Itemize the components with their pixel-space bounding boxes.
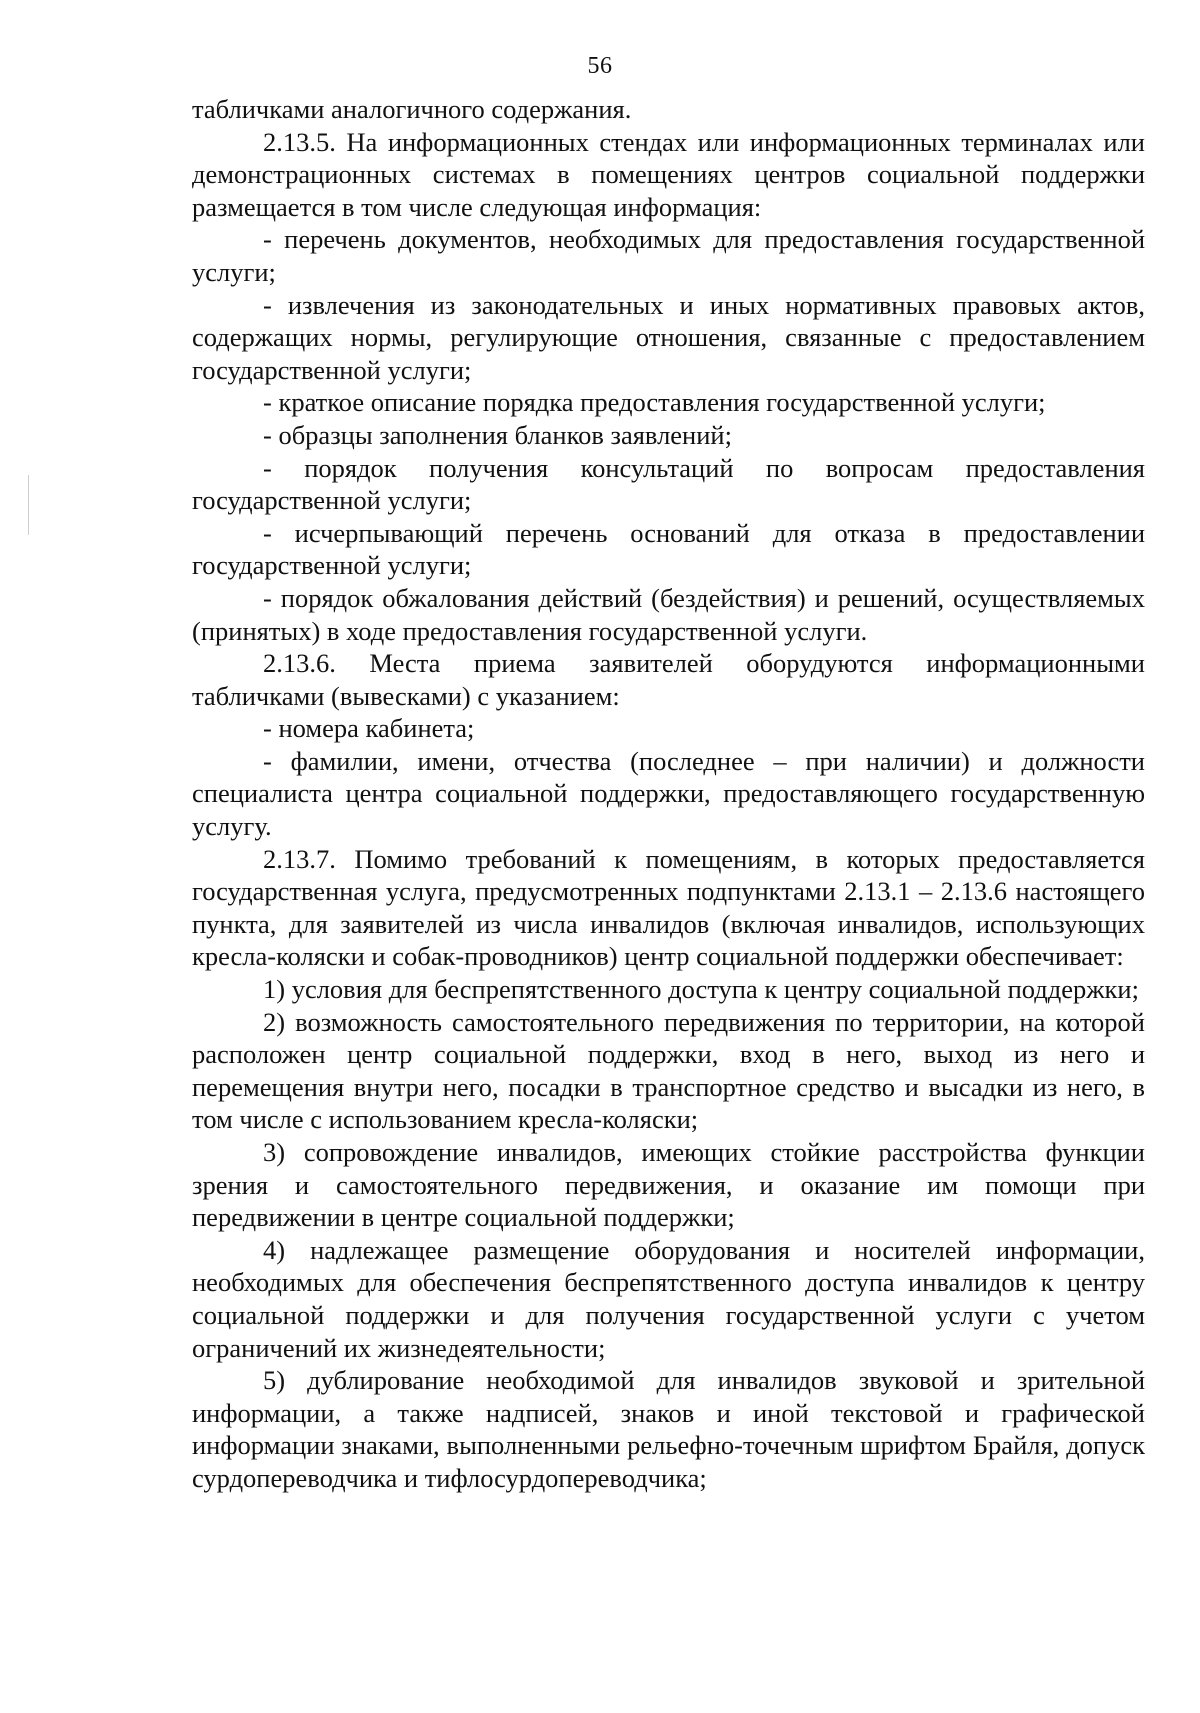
paragraph-2-13-6: 2.13.6. Места приема заявителей оборудуются информационными табличками (вывесками) с указанием: <box>192 648 1145 711</box>
paragraph-continuation: табличками аналогичного содержания. <box>192 94 632 124</box>
scan-margin-mark <box>28 475 29 535</box>
page-number: 56 <box>587 53 613 79</box>
list-item-form-samples: - образцы заполнения бланков заявлений; <box>263 419 732 450</box>
list-item-procedure-description: - краткое описание порядка предоставления государственной услуги; <box>263 387 1046 418</box>
list-item-refusal-grounds: - исчерпывающий перечень оснований для отказа в предоставлении государственной услуги; <box>192 517 1145 581</box>
numbered-item-3: 3) сопровождение инвалидов, имеющих стойкие расстройства функции зрения и самостоятельного передвижения, и оказание им помощи при передвижении в центре социальной поддержки; <box>192 1137 1145 1233</box>
numbered-item-4: 4) надлежащее размещение оборудования и носителей информации, необходимых для обеспечения беспрепятственного доступа инвалидов к центру социальной поддержки и для получения государственной услуги с учетом ограничений их жизнедеятельности; <box>192 1234 1145 1363</box>
list-item-consultations: - порядок получения консультаций по вопросам предоставления государственной услуги; <box>192 452 1145 516</box>
list-item-documents: - перечень документов, необходимых для предоставления государственной услуги; <box>192 224 1145 287</box>
numbered-item-1: 1) условия для беспрепятственного доступа к центру социальной поддержки; <box>263 974 1139 1005</box>
document-body <box>192 93 1145 1495</box>
numbered-item-2: 2) возможность самостоятельного передвижения по территории, на которой расположен центр социальной поддержки, вход в него, выход из него и перемещения внутри него, посадки в транспортное средство и высадки из него, в том числе с использованием кресла-коляски; <box>192 1006 1145 1135</box>
numbered-item-5: 5) дублирование необходимой для инвалидов звуковой и зрительной информации, а также надписей, знаков и иной текстовой и графической информации знаками, выполненными рельефно-точечным шрифтом Брайля, допуск сурдопереводчика и тифлосурдопереводчика; <box>192 1365 1145 1493</box>
list-item-specialist-name: - фамилии, имени, отчества (последнее – при наличии) и должности специалиста центра социальной поддержки, предоставляющего государственную услугу. <box>192 745 1145 842</box>
paragraph-2-13-5: 2.13.5. На информационных стендах или информационных терминалах или демонстрационных системах в помещениях центров социальной поддержки размещается в том числе следующая информация: <box>192 126 1145 222</box>
list-item-legal-extracts: - извлечения из законодательных и иных нормативных правовых актов, содержащих нормы, регулирующие отношения, связанные с предоставлением государственной услуги; <box>192 289 1145 385</box>
paragraph-2-13-7: 2.13.7. Помимо требований к помещениям, в которых предоставляется государственная услуга, предусмотренных подпунктами 2.13.1 – 2.13.6 настоящего пункта, для заявителей из числа инвалидов (включая инвалидов, использующих кресла-коляски и собак-проводников) центр социальной поддержки обеспечивает: <box>192 843 1145 972</box>
list-item-appeal-procedure: - порядок обжалования действий (бездействия) и решений, осуществляемых (принятых) в ходе предоставления государственной услуги. <box>192 582 1145 646</box>
list-item-office-number: - номера кабинета; <box>263 713 475 744</box>
